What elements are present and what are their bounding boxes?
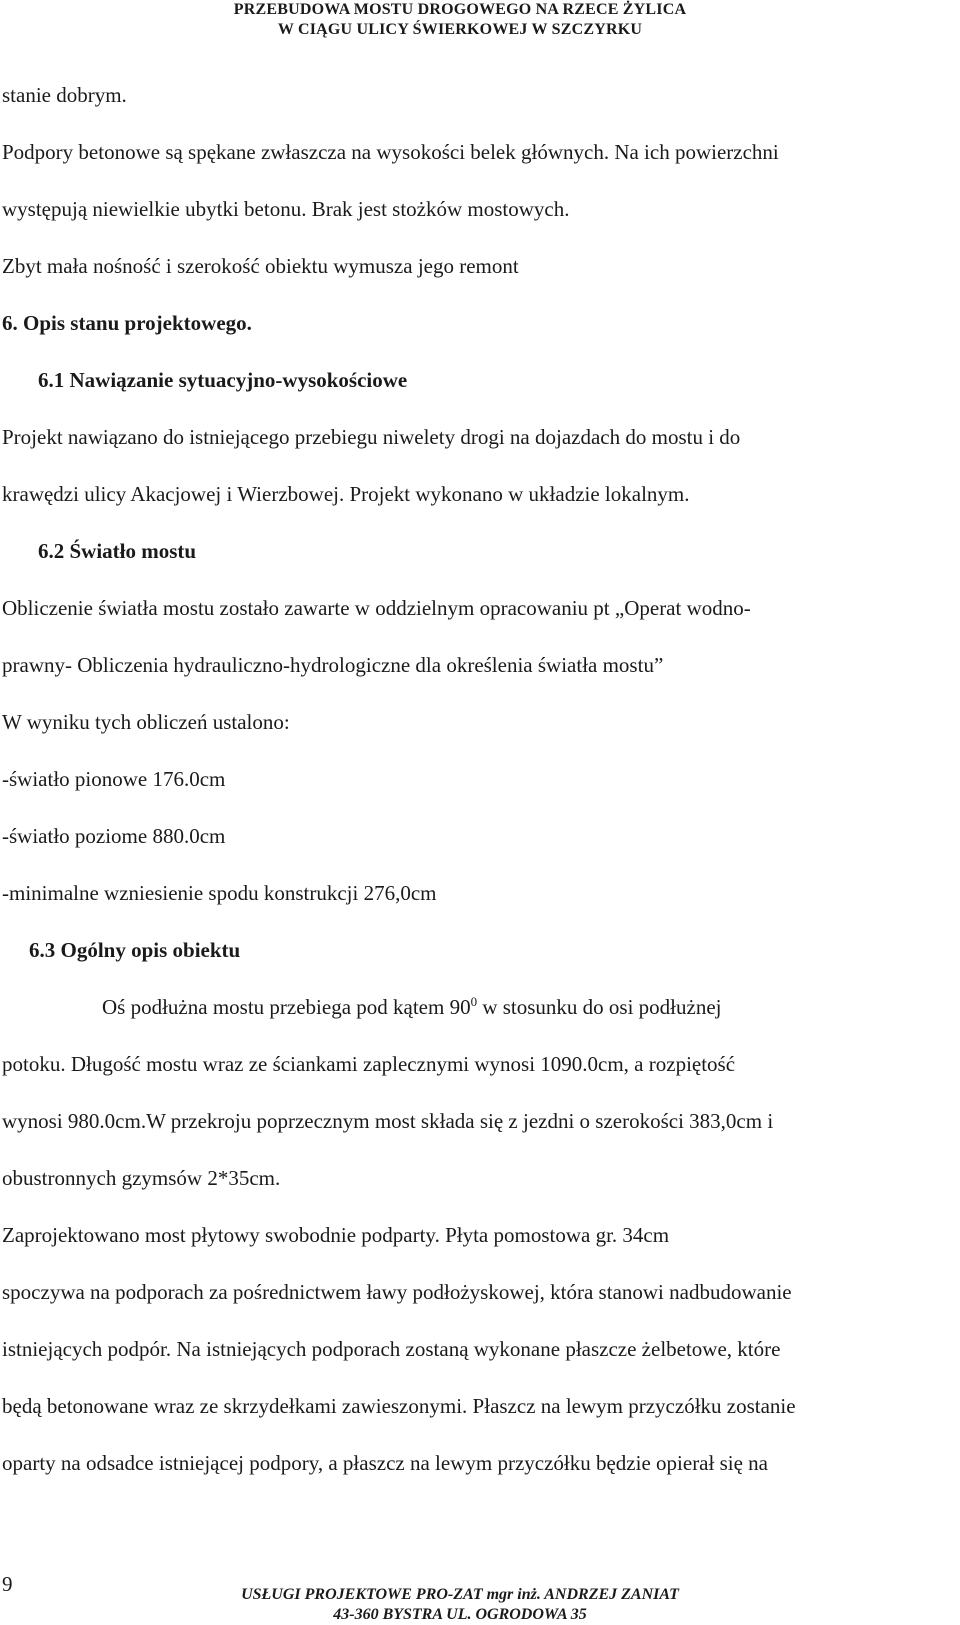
footer-line-1: USŁUGI PROJEKTOWE PRO-ZAT mgr inż. ANDRZEJ ZANIAT — [241, 1586, 679, 1603]
footer-line-2: 43-360 BYSTRA UL. OGRODOWA 35 — [333, 1606, 587, 1623]
paragraph-line: Podpory betonowe są spękane zwłaszcza na wysokości belek głównych. Na ich powierzchni — [2, 140, 779, 164]
paragraph-line: będą betonowane wraz ze skrzydełkami zawieszonymi. Płaszcz na lewym przyczółku zostanie — [2, 1394, 796, 1418]
paragraph-line: W wyniku tych obliczeń ustalono: — [2, 710, 290, 734]
paragraph-line: obustronnych gzymsów 2*35cm. — [2, 1166, 281, 1190]
list-item: -światło poziome 880.0cm — [2, 824, 226, 848]
paragraph-line: występują niewielkie ubytki betonu. Brak jest stożków mostowych. — [2, 197, 570, 221]
paragraph-line: spoczywa na podporach za pośrednictwem ławy podłożyskowej, która stanowi nadbudowanie — [2, 1280, 792, 1304]
paragraph-line — [2, 979, 932, 1036]
section-6-1-heading: 6.1 Nawiązanie sytuacyjno-wysokościowe — [38, 368, 408, 392]
list-item: -światło pionowe 176.0cm — [2, 767, 226, 791]
header-line-1: PRZEBUDOWA MOSTU DROGOWEGO NA RZECE ŻYLICA — [233, 1, 687, 18]
page-number: 9 — [2, 1572, 13, 1596]
paragraph-line: oparty na odsadce istniejącej podpory, a płaszcz na lewym przyczółku będzie opierał się na — [2, 1451, 768, 1475]
degree-superscript: 0 — [470, 994, 478, 1009]
text-span: Oś podłużna mostu przebiega pod kątem 90 — [102, 995, 471, 1019]
paragraph-line: prawny- Obliczenia hydrauliczno-hydrologiczne dla określenia światła mostu” — [2, 653, 664, 677]
paragraph-line: istniejących podpór. Na istniejących podporach zostaną wykonane płaszcze żelbetowe, które — [2, 1337, 781, 1361]
paragraph-line: Zaprojektowano most płytowy swobodnie podparty. Płyta pomostowa gr. 34cm — [2, 1223, 670, 1247]
document-body — [2, 67, 932, 1492]
section-6-3-heading: 6.3 Ogólny opis obiektu — [29, 938, 241, 962]
list-item: -minimalne wzniesienie spodu konstrukcji 276,0cm — [2, 881, 437, 905]
paragraph-line: Zbyt mała nośność i szerokość obiektu wymusza jego remont — [2, 254, 519, 278]
paragraph-line: krawędzi ulicy Akacjowej i Wierzbowej. Projekt wykonano w układzie lokalnym. — [2, 482, 690, 506]
page-header — [190, 0, 730, 40]
page-footer — [190, 1585, 730, 1625]
paragraph-line: potoku. Długość mostu wraz ze ściankami zaplecznymi wynosi 1090.0cm, a rozpiętość — [2, 1052, 736, 1076]
paragraph-line: Obliczenie światła mostu zostało zawarte w oddzielnym opracowaniu pt „Operat wodno- — [2, 596, 751, 620]
paragraph-line: stanie dobrym. — [2, 83, 127, 107]
paragraph-line: wynosi 980.0cm.W przekroju poprzecznym most składa się z jezdni o szerokości 383,0cm i — [2, 1109, 774, 1133]
section-6-2-heading: 6.2 Światło mostu — [38, 539, 197, 563]
section-6-heading: 6. Opis stanu projektowego. — [2, 311, 252, 335]
header-line-2: W CIĄGU ULICY ŚWIERKOWEJ W SZCZYRKU — [277, 21, 643, 38]
paragraph-line: Projekt nawiązano do istniejącego przebiegu niwelety drogi na dojazdach do mostu i do — [2, 425, 741, 449]
text-span: w stosunku do osi podłużnej — [477, 995, 722, 1019]
